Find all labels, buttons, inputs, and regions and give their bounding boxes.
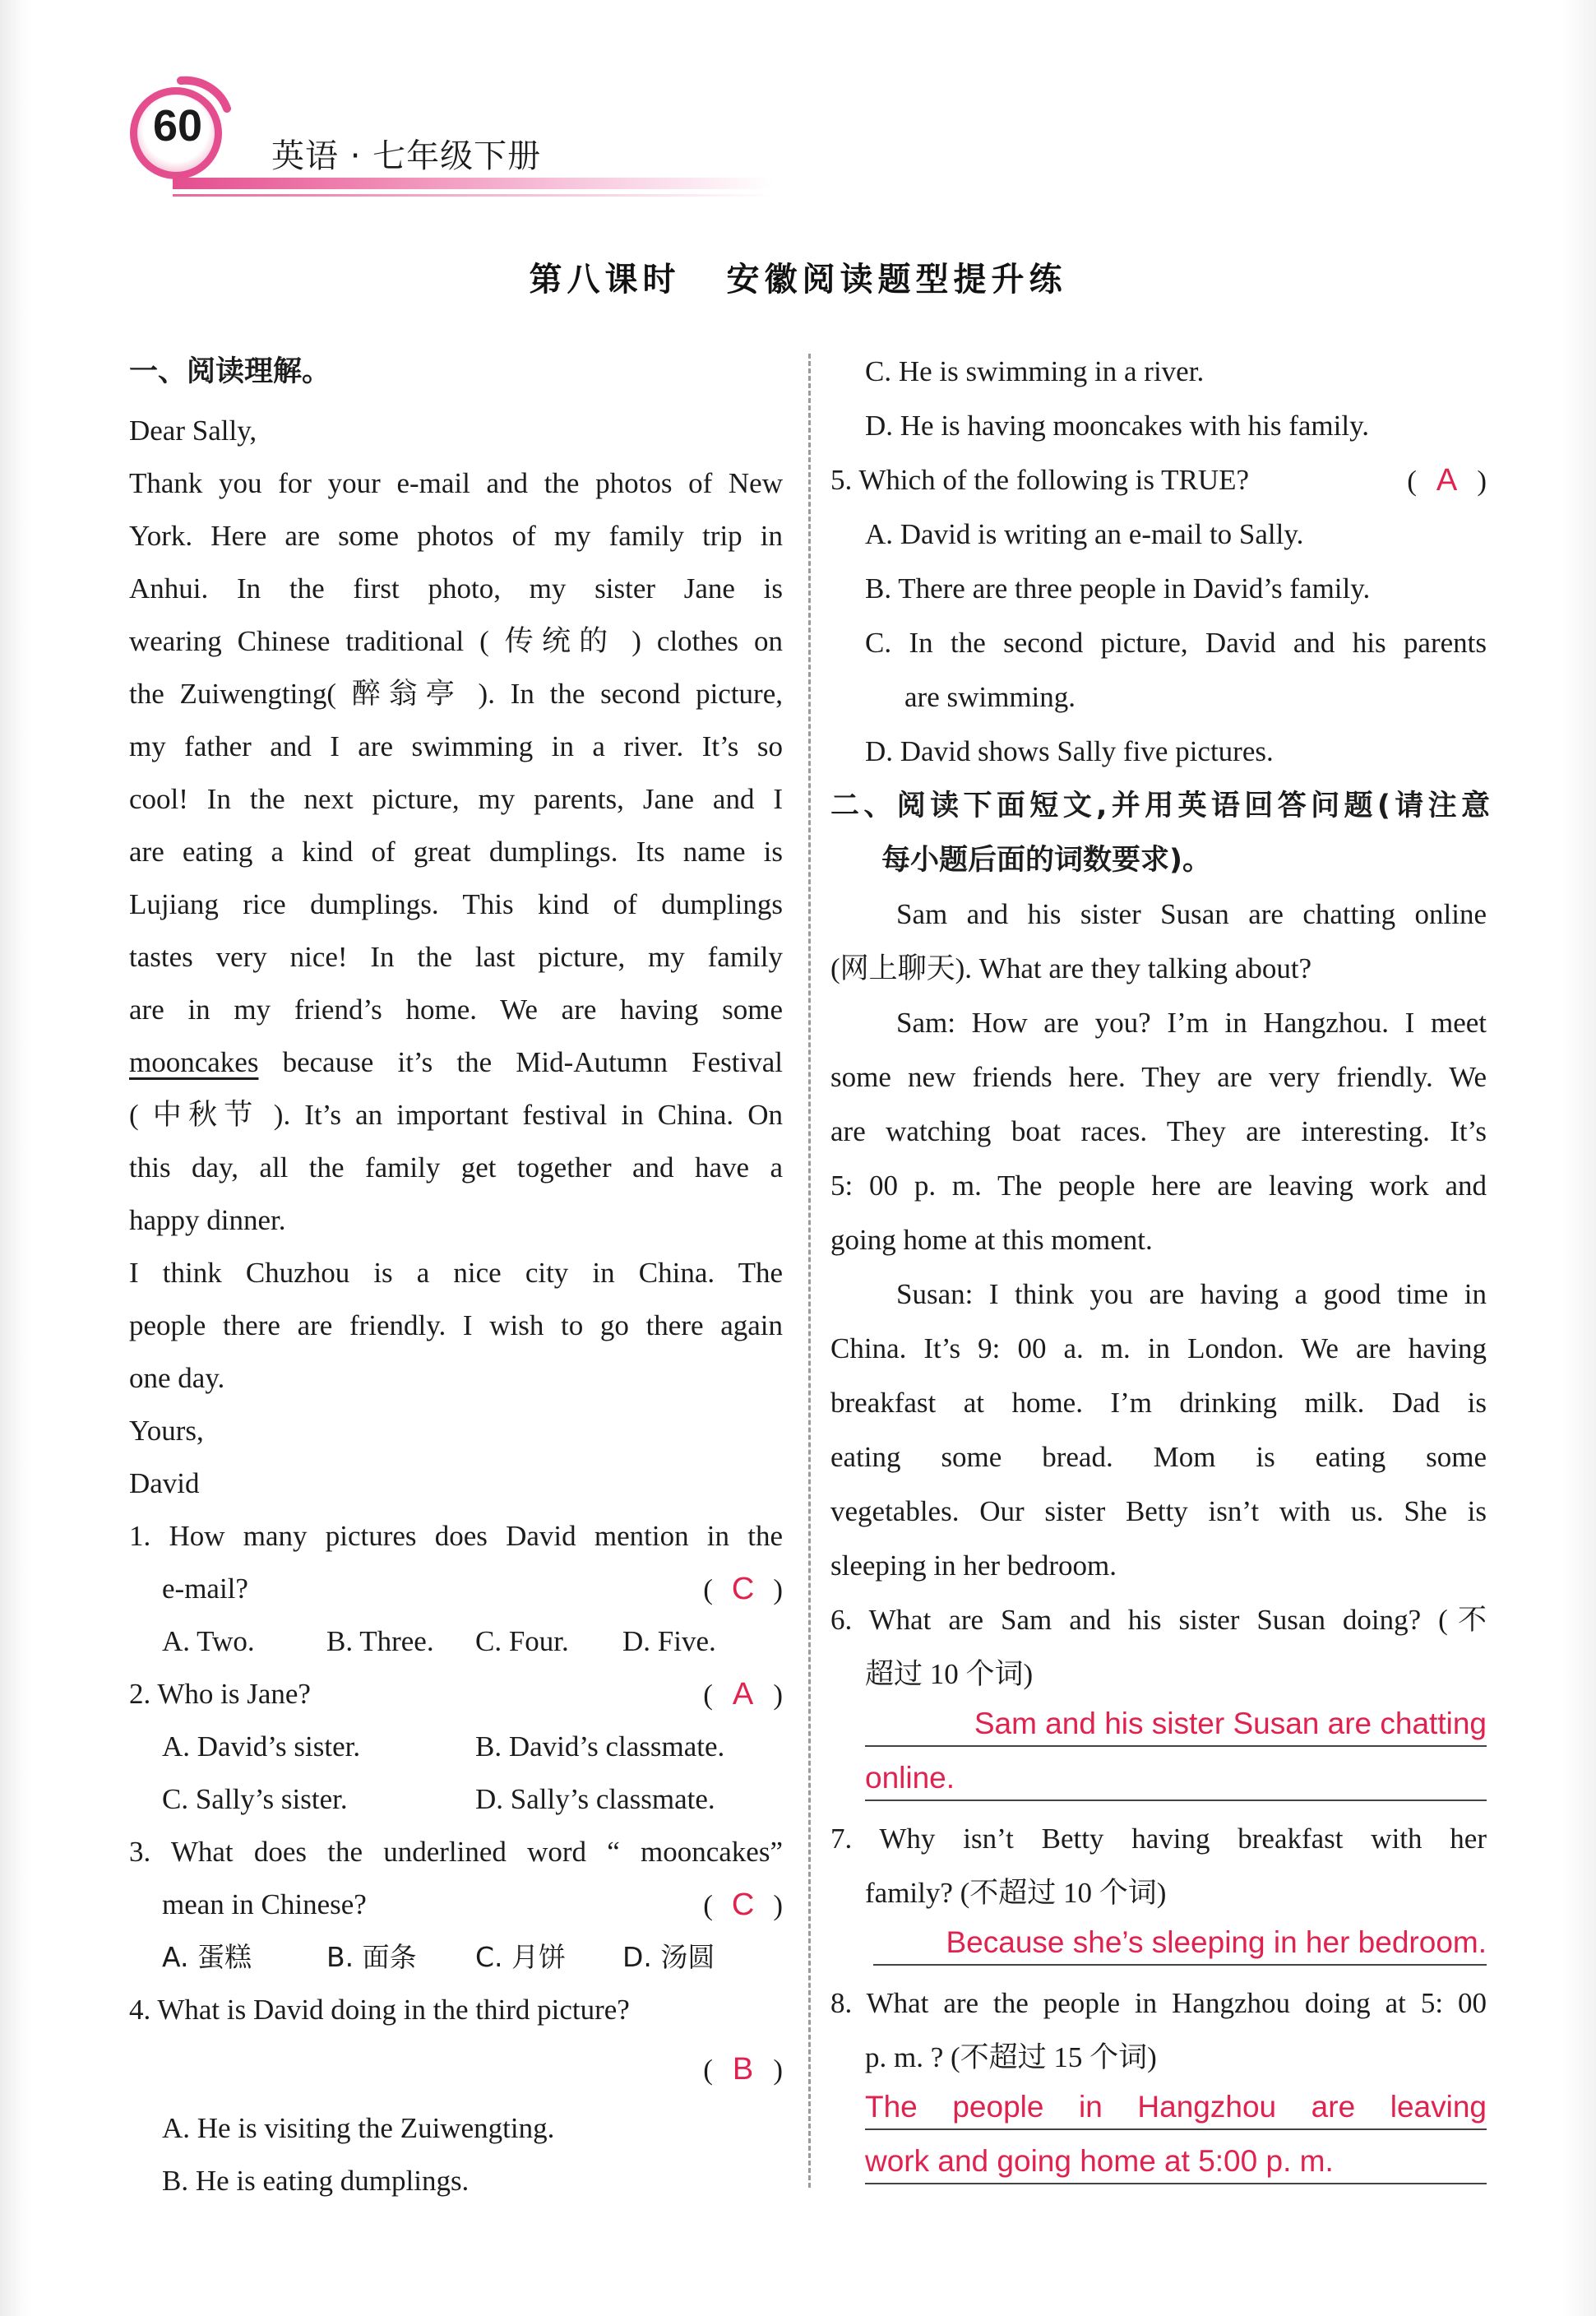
q3-option-d: D. 汤圆	[622, 1941, 715, 1973]
passage-line: happy dinner.	[129, 1204, 286, 1236]
answer-5: A	[1436, 463, 1458, 498]
passage-line: are in my friend’s home. We are having some	[129, 994, 783, 1026]
passage2-line: going home at this moment.	[830, 1224, 1153, 1256]
passage2-line: breakfast at home. I’m drinking milk. Dad is	[830, 1387, 1487, 1419]
q1-option-a: A. Two.	[162, 1625, 255, 1657]
passage2-line: eating some bread. Mom is eating some	[830, 1441, 1487, 1473]
q3-option-b: B. 面条	[326, 1941, 417, 1973]
book-title: 英语 · 七年级下册	[271, 137, 542, 175]
passage2-line: 5: 00 p. m. The people here are leaving work and	[830, 1170, 1487, 1202]
underlined-word-mooncakes: mooncakes	[129, 1046, 259, 1078]
question-4-bracket: ( B )	[703, 2052, 783, 2087]
answer-7: Because she’s sleeping in her bedroom.	[873, 1925, 1487, 1966]
question-5: 5. Which of the following is TRUE? ( A )	[830, 463, 1487, 498]
passage2-line: China. It’s 9: 00 a. m. in London. We are having	[830, 1332, 1487, 1364]
answer-4: B	[732, 2052, 754, 2087]
header-band	[173, 178, 773, 189]
q4-option-d: D. He is having mooncakes with his family.	[865, 410, 1370, 442]
passage-line: I think Chuzhou is a nice city in China. The	[129, 1257, 783, 1289]
passage2-line: (网上聊天). What are they talking about?	[830, 952, 1312, 984]
letter-greeting: Dear Sally,	[129, 415, 257, 447]
q4-option-a: A. He is visiting the Zuiwengting.	[162, 2112, 555, 2144]
q4-option-b: B. He is eating dumplings.	[162, 2165, 470, 2197]
question-4: 4. What is David doing in the third picture?	[129, 1994, 630, 2026]
passage-line: wearing Chinese traditional ( 传统的 ) clothes on	[129, 625, 783, 657]
page-number: 60	[152, 101, 203, 151]
q1-option-d: D. Five.	[622, 1625, 716, 1657]
passage2-line: Sam and his sister Susan are chatting online	[896, 898, 1487, 930]
question-8: 8. What are the people in Hangzhou doing at 5: 00	[830, 1987, 1487, 2019]
question-3-cont: mean in Chinese? ( C )	[162, 1888, 783, 1922]
passage-line: York. Here are some photos of my family trip in	[129, 520, 783, 552]
passage2-line: some new friends here. They are very friendly. We	[830, 1061, 1487, 1093]
question-6: 6. What are Sam and his sister Susan doing? (不	[830, 1604, 1487, 1636]
q1-option-b: B. Three.	[326, 1625, 434, 1657]
question-2: 2. Who is Jane? ( A )	[129, 1677, 783, 1712]
header-line	[173, 194, 773, 197]
passage-line: this day, all the family get together and have a	[129, 1151, 783, 1183]
passage-line-rest: because it’s the Mid-Autumn Festival	[258, 1046, 783, 1078]
question-1: 1. How many pictures does David mention in the	[129, 1520, 783, 1552]
q2-option-b: B. David’s classmate.	[475, 1730, 725, 1762]
passage-line: ( 中秋节 ). It’s an important festival in China. On	[129, 1099, 783, 1131]
column-divider	[808, 354, 811, 2188]
question-6-cont: 超过 10 个词)	[865, 1658, 1034, 1690]
passage2-line: vegetables. Our sister Betty isn’t with us. She is	[830, 1495, 1487, 1527]
passage2-line: Susan: I think you are having a good time in	[896, 1278, 1487, 1310]
passage-line: people there are friendly. I wish to go there again	[129, 1309, 783, 1341]
lesson-name: 安徽阅读题型提升练	[726, 260, 1067, 299]
lesson-title	[0, 253, 1596, 300]
answer-3: C	[731, 1888, 755, 1922]
q5-option-d: D. David shows Sally five pictures.	[865, 735, 1274, 767]
q2-option-c: C. Sally’s sister.	[162, 1783, 348, 1815]
lesson-number: 第八课时	[529, 260, 681, 299]
q5-option-c-cont: are swimming.	[904, 681, 1076, 713]
letter-closing: Yours,	[129, 1415, 204, 1447]
passage2-line: Sam: How are you? I’m in Hangzhou. I meet	[896, 1007, 1487, 1039]
section2-title-cont: 每小题后面的词数要求)。	[881, 844, 1211, 877]
q5-option-c: C. In the second picture, David and his parents	[865, 627, 1487, 659]
q2-option-d: D. Sally’s classmate.	[475, 1783, 715, 1815]
passage-line: Anhui. In the first photo, my sister Jane is	[129, 572, 783, 604]
passage-line: one day.	[129, 1362, 225, 1394]
q2-option-a: A. David’s sister.	[162, 1730, 361, 1762]
passage-line: Lujiang rice dumplings. This kind of dumplings	[129, 888, 783, 920]
passage-line: tastes very nice! In the last picture, my family	[129, 941, 783, 973]
answer-8-line1: The people in Hangzhou are leaving	[865, 2089, 1487, 2130]
question-7-cont: family? (不超过 10 个词)	[865, 1877, 1167, 1909]
answer-1: C	[731, 1572, 755, 1606]
q3-option-c: C. 月饼	[475, 1941, 567, 1973]
q4-option-c: C. He is swimming in a river.	[865, 355, 1205, 387]
answer-2: A	[732, 1677, 754, 1712]
question-7: 7. Why isn’t Betty having breakfast with her	[830, 1823, 1487, 1855]
passage2-line: sleeping in her bedroom.	[830, 1549, 1117, 1582]
q5-option-a: A. David is writing an e-mail to Sally.	[865, 518, 1304, 550]
question-8-cont: p. m. ? (不超过 15 个词)	[865, 2041, 1157, 2073]
answer-8-line2: work and going home at 5:00 p. m.	[865, 2143, 1487, 2184]
q3-option-a: A. 蛋糕	[162, 1941, 252, 1973]
passage-line: my father and I are swimming in a river. It’s so	[129, 730, 783, 762]
passage-line	[129, 1045, 783, 1081]
passage-line: Thank you for your e-mail and the photos of New	[129, 467, 783, 499]
section1-title: 一、阅读理解。	[129, 355, 331, 388]
passage2-line: are watching boat races. They are interesting. It’s	[830, 1115, 1487, 1147]
passage-line: are eating a kind of great dumplings. Its name is	[129, 836, 783, 868]
passage-line: the Zuiwengting( 醉翁亭 ). In the second picture,	[129, 678, 783, 710]
q1-option-c: C. Four.	[475, 1625, 569, 1657]
passage-line: cool! In the next picture, my parents, Jane and I	[129, 783, 783, 815]
answer-6-line1: Sam and his sister Susan are chatting	[865, 1706, 1487, 1747]
section2-title: 二、阅读下面短文,并用英语回答问题(请注意	[830, 790, 1490, 822]
question-3: 3. What does the underlined word “ mooncakes”	[129, 1836, 783, 1868]
letter-signature: David	[129, 1467, 200, 1499]
question-1-cont: e-mail? ( C )	[162, 1572, 783, 1606]
answer-6-line2: online.	[865, 1760, 1487, 1801]
q5-option-b: B. There are three people in David’s family.	[865, 572, 1371, 604]
